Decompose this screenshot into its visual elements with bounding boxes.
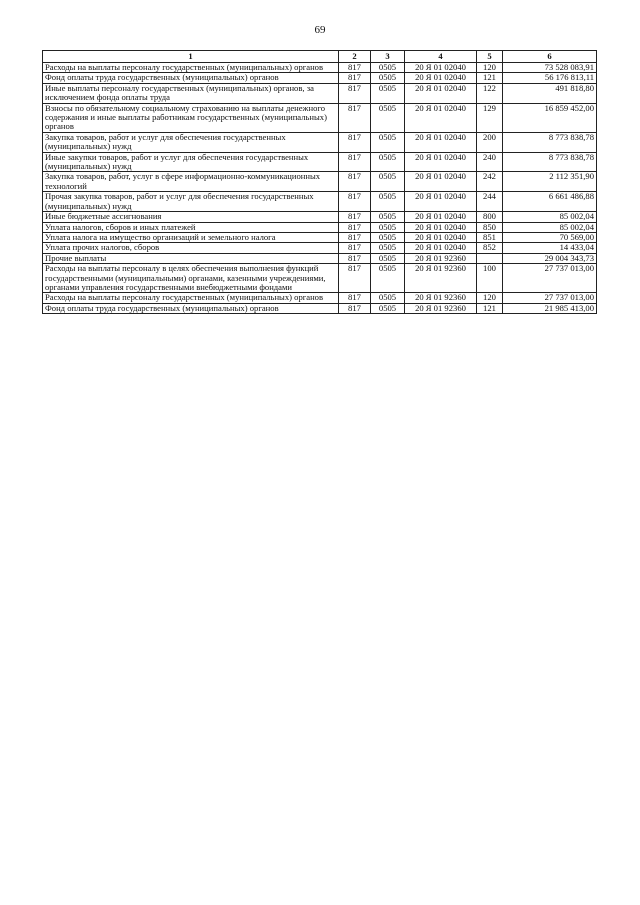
table-row — [43, 172, 597, 192]
cell-section: 0505 — [371, 264, 405, 293]
cell-grbs: 817 — [339, 63, 371, 73]
table-row — [43, 293, 597, 303]
cell-target-article: 20 Я 01 02040 — [405, 232, 477, 242]
cell-name: Иные закупки товаров, работ и услуг для обеспечения государственных (муниципальных) нужд — [43, 152, 339, 172]
cell-target-article: 20 Я 01 02040 — [405, 222, 477, 232]
cell-section: 0505 — [371, 243, 405, 253]
cell-amount: 85 002,04 — [503, 212, 597, 222]
cell-expense-type: 120 — [477, 293, 503, 303]
cell-name: Иные выплаты персоналу государственных (муниципальных) органов, за исключением фонда оплаты труда — [43, 83, 339, 103]
table-row — [43, 83, 597, 103]
cell-amount: 8 773 838,78 — [503, 152, 597, 172]
cell-section: 0505 — [371, 103, 405, 132]
cell-amount: 14 433,04 — [503, 243, 597, 253]
cell-grbs: 817 — [339, 232, 371, 242]
cell-section: 0505 — [371, 303, 405, 313]
cell-section: 0505 — [371, 293, 405, 303]
cell-grbs: 817 — [339, 73, 371, 83]
cell-expense-type: 129 — [477, 103, 503, 132]
cell-amount: 70 569,00 — [503, 232, 597, 242]
cell-section: 0505 — [371, 152, 405, 172]
table-row — [43, 222, 597, 232]
cell-name: Уплата налогов, сборов и иных платежей — [43, 222, 339, 232]
cell-grbs: 817 — [339, 132, 371, 152]
cell-name: Иные бюджетные ассигнования — [43, 212, 339, 222]
cell-name: Уплата налога на имущество организаций и земельного налога — [43, 232, 339, 242]
cell-amount: 491 818,80 — [503, 83, 597, 103]
cell-expense-type: 800 — [477, 212, 503, 222]
cell-target-article: 20 Я 01 02040 — [405, 83, 477, 103]
table-row — [43, 264, 597, 293]
cell-grbs: 817 — [339, 222, 371, 232]
column-header-name: 1 — [43, 51, 339, 63]
cell-target-article: 20 Я 01 92360 — [405, 253, 477, 263]
cell-section: 0505 — [371, 73, 405, 83]
cell-name: Расходы на выплаты персоналу в целях обеспечения выполнения функций государственными (муниципальными) органами, казенными учреждениями, органами управления государственными внебюджетными фондами — [43, 264, 339, 293]
cell-amount: 27 737 013,00 — [503, 293, 597, 303]
column-header-target-article: 4 — [405, 51, 477, 63]
table-row — [43, 303, 597, 313]
cell-expense-type: 121 — [477, 303, 503, 313]
cell-grbs: 817 — [339, 83, 371, 103]
cell-name: Расходы на выплаты персоналу государственных (муниципальных) органов — [43, 63, 339, 73]
cell-name: Закупка товаров, работ, услуг в сфере информационно-коммуникационных технологий — [43, 172, 339, 192]
cell-target-article: 20 Я 01 02040 — [405, 212, 477, 222]
cell-expense-type: 121 — [477, 73, 503, 83]
column-header-amount: 6 — [503, 51, 597, 63]
cell-expense-type — [477, 253, 503, 263]
cell-expense-type: 100 — [477, 264, 503, 293]
cell-grbs: 817 — [339, 192, 371, 212]
table-row — [43, 192, 597, 212]
budget-table — [42, 50, 597, 314]
cell-section: 0505 — [371, 222, 405, 232]
table-row — [43, 103, 597, 132]
cell-amount: 85 002,04 — [503, 222, 597, 232]
cell-amount: 8 773 838,78 — [503, 132, 597, 152]
cell-expense-type: 120 — [477, 63, 503, 73]
cell-section: 0505 — [371, 212, 405, 222]
cell-amount: 56 176 813,11 — [503, 73, 597, 83]
cell-name: Уплата прочих налогов, сборов — [43, 243, 339, 253]
cell-target-article: 20 Я 01 92360 — [405, 264, 477, 293]
table-row — [43, 243, 597, 253]
column-header-expense-type: 5 — [477, 51, 503, 63]
cell-name: Прочая закупка товаров, работ и услуг для обеспечения государственных (муниципальных) нужд — [43, 192, 339, 212]
table-row — [43, 73, 597, 83]
cell-name: Взносы по обязательному социальному страхованию на выплаты денежного содержания и иные выплаты работникам государственных (муниципальных) органов — [43, 103, 339, 132]
cell-amount: 16 859 452,00 — [503, 103, 597, 132]
cell-target-article: 20 Я 01 02040 — [405, 132, 477, 152]
cell-section: 0505 — [371, 63, 405, 73]
cell-section: 0505 — [371, 192, 405, 212]
cell-target-article: 20 Я 01 02040 — [405, 192, 477, 212]
cell-amount: 2 112 351,90 — [503, 172, 597, 192]
cell-amount: 6 661 486,88 — [503, 192, 597, 212]
table-row — [43, 253, 597, 263]
cell-expense-type: 200 — [477, 132, 503, 152]
cell-target-article: 20 Я 01 92360 — [405, 293, 477, 303]
cell-target-article: 20 Я 01 02040 — [405, 243, 477, 253]
cell-amount: 73 528 083,91 — [503, 63, 597, 73]
cell-grbs: 817 — [339, 293, 371, 303]
cell-grbs: 817 — [339, 152, 371, 172]
cell-target-article: 20 Я 01 02040 — [405, 103, 477, 132]
header-row — [43, 51, 597, 63]
cell-expense-type: 852 — [477, 243, 503, 253]
cell-expense-type: 850 — [477, 222, 503, 232]
cell-grbs: 817 — [339, 172, 371, 192]
cell-grbs: 817 — [339, 264, 371, 293]
cell-name: Закупка товаров, работ и услуг для обеспечения государственных (муниципальных) нужд — [43, 132, 339, 152]
cell-target-article: 20 Я 01 02040 — [405, 63, 477, 73]
cell-name: Прочие выплаты — [43, 253, 339, 263]
page-number: 69 — [314, 24, 326, 36]
cell-expense-type: 244 — [477, 192, 503, 212]
cell-expense-type: 851 — [477, 232, 503, 242]
column-header-grbs: 2 — [339, 51, 371, 63]
cell-expense-type: 242 — [477, 172, 503, 192]
table-row — [43, 152, 597, 172]
cell-name: Фонд оплаты труда государственных (муниципальных) органов — [43, 73, 339, 83]
cell-section: 0505 — [371, 253, 405, 263]
cell-section: 0505 — [371, 132, 405, 152]
cell-target-article: 20 Я 01 02040 — [405, 73, 477, 83]
column-header-section: 3 — [371, 51, 405, 63]
cell-grbs: 817 — [339, 253, 371, 263]
cell-name: Расходы на выплаты персоналу государственных (муниципальных) органов — [43, 293, 339, 303]
cell-expense-type: 122 — [477, 83, 503, 103]
cell-expense-type: 240 — [477, 152, 503, 172]
cell-section: 0505 — [371, 83, 405, 103]
cell-target-article: 20 Я 01 02040 — [405, 152, 477, 172]
cell-amount: 21 985 413,00 — [503, 303, 597, 313]
cell-name: Фонд оплаты труда государственных (муниципальных) органов — [43, 303, 339, 313]
cell-section: 0505 — [371, 172, 405, 192]
cell-amount: 27 737 013,00 — [503, 264, 597, 293]
table-row — [43, 212, 597, 222]
cell-target-article: 20 Я 01 92360 — [405, 303, 477, 313]
cell-amount: 29 004 343,73 — [503, 253, 597, 263]
cell-target-article: 20 Я 01 02040 — [405, 172, 477, 192]
cell-grbs: 817 — [339, 303, 371, 313]
table-row — [43, 232, 597, 242]
cell-grbs: 817 — [339, 243, 371, 253]
table-row — [43, 63, 597, 73]
cell-grbs: 817 — [339, 212, 371, 222]
cell-section: 0505 — [371, 232, 405, 242]
cell-grbs: 817 — [339, 103, 371, 132]
table-row — [43, 132, 597, 152]
